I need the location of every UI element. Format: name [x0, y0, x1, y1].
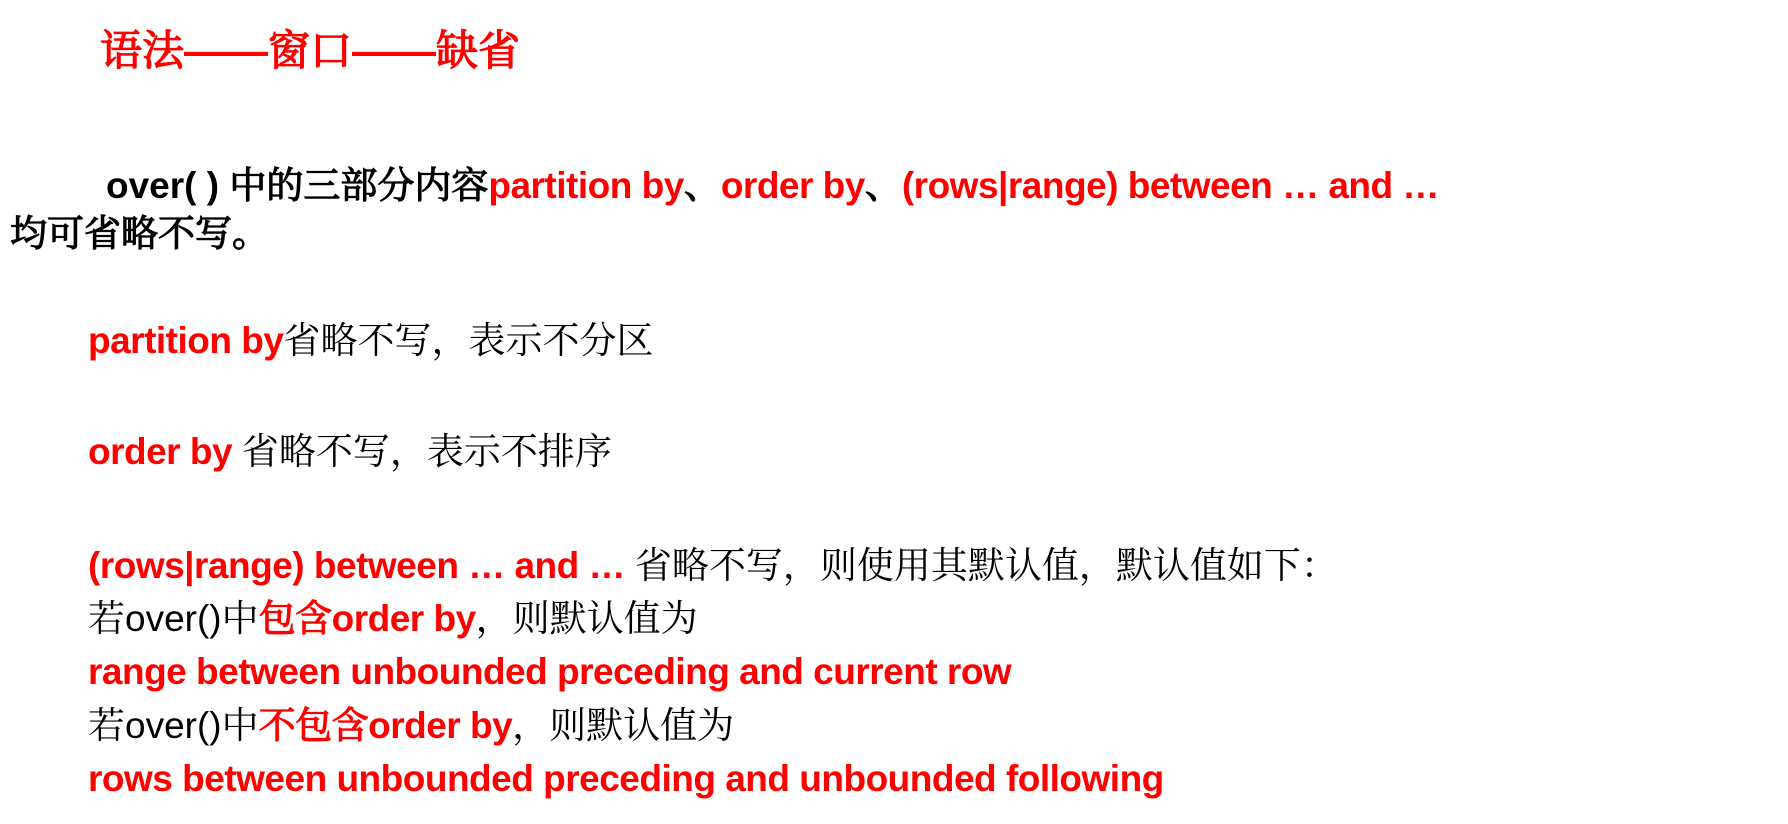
- frame-clause-line: [88, 539, 1788, 592]
- without-order-keyword: 不包含order by: [258, 704, 513, 746]
- with-order-keyword: 包含order by: [258, 598, 476, 640]
- partition-by-keyword: partition by: [88, 320, 284, 362]
- with-order-line: [88, 592, 1788, 645]
- intro-lead-text: over( ) 中的三部分内容: [106, 164, 489, 206]
- intro-paragraph: [10, 162, 1788, 260]
- keyword-partition-by: partition by: [488, 164, 684, 206]
- partition-by-description: 省略不写，表示不分区: [283, 320, 654, 362]
- separator-dunhao-2: 、: [864, 164, 902, 206]
- order-by-description: 省略不写，表示不排序: [241, 430, 612, 472]
- frame-clause-keyword: (rows|range) between … and …: [88, 544, 635, 586]
- without-order-suffix: ，则默认值为: [512, 704, 735, 746]
- with-order-default-value: range between unbounded preceding and current row: [88, 651, 1012, 693]
- partition-by-paragraph: [88, 317, 1788, 366]
- keyword-order-by: order by: [720, 164, 865, 206]
- with-order-suffix: ，则默认值为: [475, 598, 698, 640]
- frame-clause-description: 省略不写，则使用其默认值，默认值如下：: [634, 544, 1338, 586]
- without-order-prefix: 若over()中: [88, 704, 259, 746]
- separator-dunhao-1: 、: [683, 164, 721, 206]
- with-order-prefix: 若over()中: [88, 598, 259, 640]
- keyword-frame-clause: (rows|range) between … and …: [901, 164, 1439, 206]
- without-order-default-value: rows between unbounded preceding and unbounded following: [88, 757, 1164, 799]
- order-by-keyword: order by: [88, 430, 242, 472]
- intro-line2-text: 均可省略不写。: [10, 213, 269, 255]
- order-by-paragraph: [88, 428, 1788, 477]
- page-title: 语法——窗口——缺省: [100, 27, 521, 74]
- frame-defaults-block: [88, 539, 1788, 805]
- without-order-line: [88, 699, 1788, 752]
